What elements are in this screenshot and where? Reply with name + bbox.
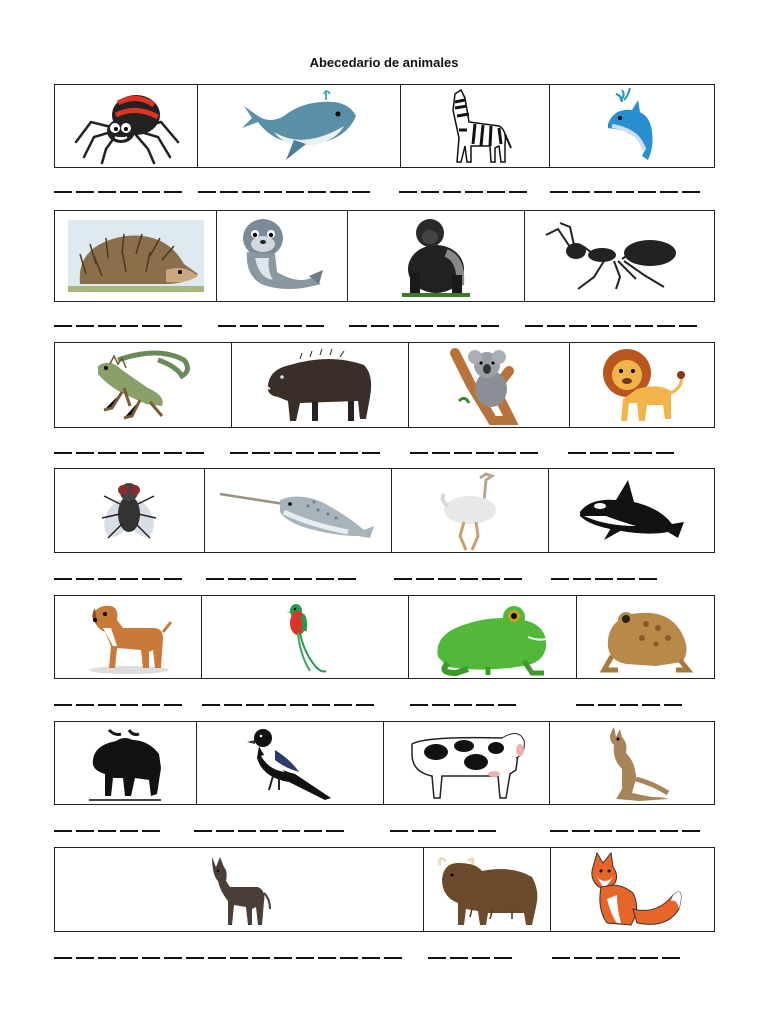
animal-cell (202, 596, 409, 678)
animal-cell (55, 848, 424, 931)
animal-cell (198, 85, 401, 167)
dog-icon (83, 598, 173, 676)
answer-blanks-row-6 (54, 821, 714, 835)
animal-cell (384, 722, 550, 804)
animal-cell (55, 722, 197, 804)
seal-icon (237, 214, 327, 298)
animal-cell (55, 85, 198, 167)
animal-cell (392, 469, 549, 552)
hedgehog-icon (66, 214, 206, 298)
animal-cell (551, 848, 715, 931)
animal-cell (55, 596, 202, 678)
animal-cell (570, 343, 714, 427)
iguana-icon (88, 346, 198, 424)
magpie-icon (245, 724, 335, 802)
answer-blanks-row-1 (54, 182, 714, 196)
kangaroo-icon (592, 723, 672, 803)
animal-cell (401, 85, 550, 167)
animal-row-1 (54, 84, 715, 168)
toad-icon (596, 600, 696, 674)
animal-cell (55, 469, 205, 552)
animal-cell (525, 211, 714, 301)
answer-blanks-row-3 (54, 443, 714, 457)
animal-cell (577, 596, 714, 678)
animal-cell (55, 343, 232, 427)
xolo-dog-icon (204, 851, 274, 929)
animal-cell (409, 343, 570, 427)
animal-cell (550, 722, 715, 804)
quetzal-icon (280, 597, 330, 677)
animal-cell (348, 211, 525, 301)
answer-blanks-row-7 (54, 948, 714, 962)
dolphin-icon (602, 86, 662, 166)
orca-icon (576, 476, 686, 546)
animal-cell (217, 211, 348, 301)
animal-cell (197, 722, 384, 804)
answer-blanks-row-2 (54, 316, 714, 330)
answer-blanks-row-4 (54, 569, 714, 583)
animal-cell (550, 85, 715, 167)
ant-icon (540, 221, 700, 291)
animal-cell (424, 848, 551, 931)
animal-row-5 (54, 595, 715, 679)
spider-icon (66, 87, 186, 165)
animal-cell (205, 469, 392, 552)
ostrich-icon (430, 470, 510, 552)
yak-icon (432, 851, 542, 929)
animal-cell (232, 343, 409, 427)
frog-icon (428, 597, 558, 677)
fly-icon (94, 474, 164, 548)
cow-icon (406, 724, 526, 802)
fox-icon (577, 849, 687, 931)
animal-row-2 (54, 210, 715, 302)
gorilla-icon (396, 213, 476, 299)
boar-icon (260, 345, 380, 425)
narwhal-icon (218, 476, 378, 546)
bull-icon (85, 724, 165, 802)
animal-row-7 (54, 847, 715, 932)
animal-cell (55, 211, 217, 301)
lion-icon (597, 343, 687, 427)
animal-cell (549, 469, 715, 552)
whale-icon (234, 88, 364, 164)
animal-row-4 (54, 468, 715, 553)
animal-row-6 (54, 721, 715, 805)
answer-blanks-row-5 (54, 695, 714, 709)
page-title: Abecedario de animales (309, 55, 459, 70)
zebra-icon (435, 86, 515, 166)
animal-cell (409, 596, 577, 678)
koala-icon (449, 345, 529, 425)
animal-row-3 (54, 342, 715, 428)
